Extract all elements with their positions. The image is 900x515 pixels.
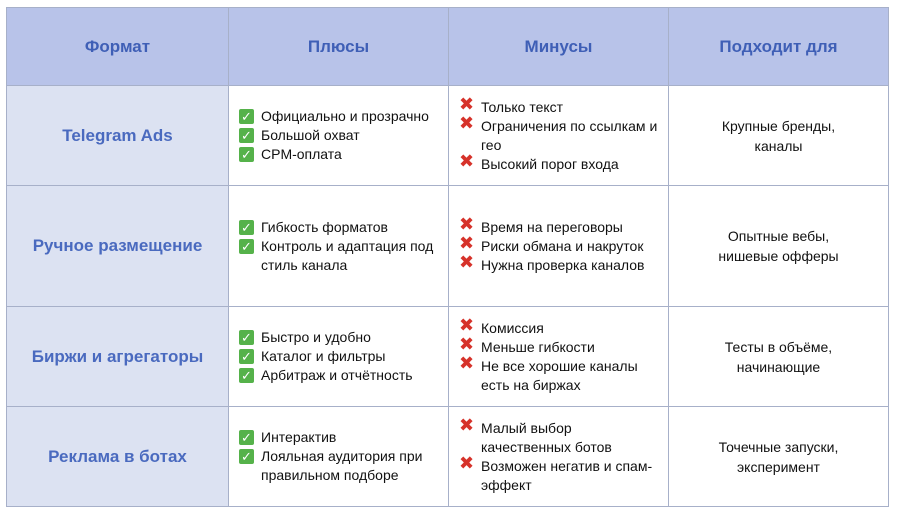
pro-item [239,328,440,347]
check-mark-icon: ✓ [239,239,254,254]
con-item [459,333,660,357]
header-fit: Подходит для [669,8,889,86]
format-cell: Telegram Ads [7,86,229,186]
con-item [459,213,660,237]
check-mark-wrapper [239,328,261,347]
item-text: Возможен негатив и спам-эффект [481,457,653,493]
item-text: Время на переговоры [481,218,623,235]
con-item [459,352,660,395]
check-mark-icon: ✓ [239,220,254,235]
pro-item [239,237,440,275]
check-mark-icon: ✓ [239,430,254,445]
item-text: Высокий порог входа [481,155,619,172]
item-text: Не все хорошие каналы есть на биржах [481,357,638,393]
item-text: Лояльная аудитория при правильном подборе [261,448,423,483]
cross-mark-wrapper [459,414,481,438]
item-text: Риски обмана и накруток [481,237,644,254]
item-text: CPM-оплата [261,146,342,162]
header-format: Формат [7,8,229,86]
pro-item [239,428,440,447]
header-pros: Плюсы [229,8,449,86]
item-text: Большой охват [261,127,360,143]
check-mark-icon: ✓ [239,349,254,364]
check-mark-icon: ✓ [239,109,254,124]
item-text: Меньше гибкости [481,338,595,355]
con-item [459,150,660,174]
check-mark-icon: ✓ [239,449,254,464]
check-mark-icon: ✓ [239,128,254,143]
check-mark-wrapper [239,126,261,145]
check-mark-wrapper [239,107,261,126]
pro-item [239,347,440,366]
cross-mark-wrapper [459,112,481,136]
cons-cell [449,86,669,186]
check-mark-wrapper [239,428,261,447]
con-item [459,414,660,457]
cons-cell [449,186,669,307]
item-text: Только текст [481,98,564,115]
cross-mark-wrapper [459,452,481,476]
item-text: Интерактив [261,429,337,445]
fit-cell: Опытные вебы, нишевые офферы [669,186,889,307]
cons-cell [449,407,669,507]
item-text: Арбитраж и отчётность [261,367,413,383]
cross-mark-icon: ✖ [459,333,475,354]
header-cons: Минусы [449,8,669,86]
check-mark-wrapper [239,347,261,366]
item-text: Быстро и удобно [261,329,371,345]
format-cell: Биржи и агрегаторы [7,307,229,407]
cross-mark-icon: ✖ [459,352,475,373]
pros-cell [229,407,449,507]
cross-mark-icon: ✖ [459,414,475,435]
check-mark-wrapper [239,145,261,164]
cross-mark-icon: ✖ [459,232,475,253]
fit-cell: Крупные бренды, каналы [669,86,889,186]
pro-item [239,366,440,385]
pro-item [239,145,440,164]
cross-mark-icon: ✖ [459,452,475,473]
cross-mark-icon: ✖ [459,112,475,133]
fit-cell: Тесты в объёме, начинающие [669,307,889,407]
format-cell: Ручное размещение [7,186,229,307]
check-mark-wrapper [239,218,261,237]
check-mark-icon: ✓ [239,368,254,383]
item-text: Контроль и адаптация под стиль канала [261,237,434,273]
pros-cell [229,86,449,186]
pro-item [239,126,440,145]
item-text: Гибкость форматов [261,218,388,235]
cross-mark-wrapper [459,150,481,174]
item-text: Комиссия [481,319,544,336]
fit-cell: Точечные запуски, эксперимент [669,407,889,507]
cross-mark-icon: ✖ [459,93,475,114]
check-mark-wrapper [239,237,261,256]
item-text: Каталог и фильтры [261,348,386,364]
cross-mark-wrapper [459,352,481,376]
con-item [459,112,660,155]
con-item [459,93,660,117]
con-item [459,314,660,338]
cross-mark-wrapper [459,251,481,275]
cons-cell [449,307,669,407]
pro-item [239,107,440,126]
comparison-table [6,7,889,507]
item-text: Ограничения по ссылкам и гео [481,117,658,153]
check-mark-wrapper [239,447,261,466]
cross-mark-icon: ✖ [459,213,475,234]
item-text: Официально и прозрачно [261,108,429,124]
con-item [459,251,660,275]
pro-item [239,447,440,485]
pros-cell [229,186,449,307]
cross-mark-icon: ✖ [459,314,475,335]
cross-mark-icon: ✖ [459,150,475,171]
item-text: Малый выбор качественных ботов [481,419,612,455]
con-item [459,232,660,256]
check-mark-icon: ✓ [239,147,254,162]
check-mark-wrapper [239,366,261,385]
check-mark-icon: ✓ [239,330,254,345]
cross-mark-icon: ✖ [459,251,475,272]
pros-cell [229,307,449,407]
con-item [459,452,660,495]
format-cell: Реклама в ботах [7,407,229,507]
item-text: Нужна проверка каналов [481,256,645,273]
pro-item [239,218,440,237]
